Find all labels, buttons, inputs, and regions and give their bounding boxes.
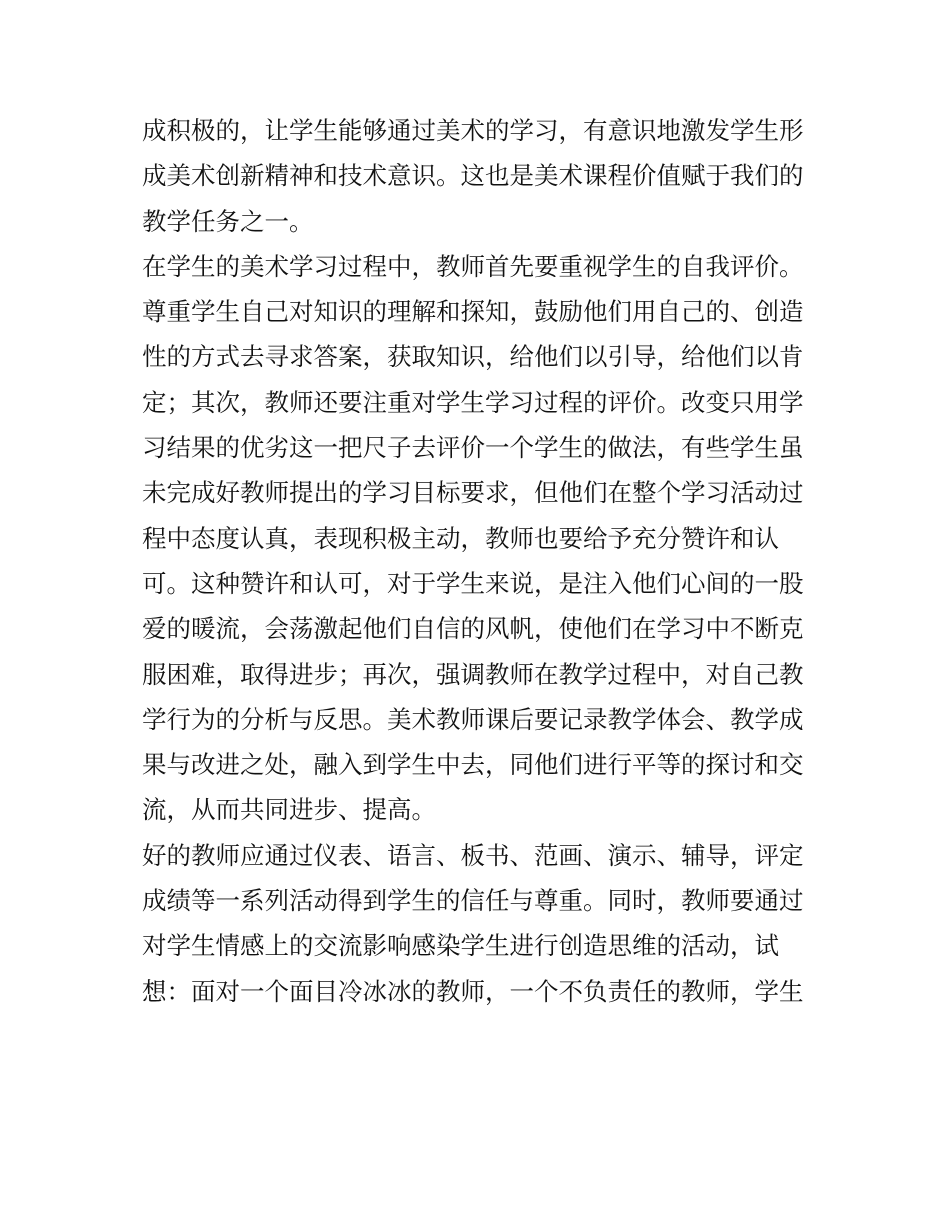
text-line: 服困难，取得进步；再次，强调教师在教学过程中，对自己教 <box>142 659 804 689</box>
text-line: 定；其次，教师还要注重对学生学习过程的评价。改变只用学 <box>142 387 804 417</box>
text-line: 爱的暖流，会荡激起他们自信的风帆，使他们在学习中不断克 <box>142 614 804 644</box>
text-line: 性的方式去寻求答案，获取知识，给他们以引导，给他们以肯 <box>142 342 804 372</box>
text-line: 可。这种赞许和认可，对于学生来说，是注入他们心间的一股 <box>142 568 804 598</box>
text-line: 成积极的，让学生能够通过美术的学习，有意识地激发学生形 <box>142 116 804 145</box>
text-line: 想：面对一个面目冷冰冰的教师，一个不负责任的教师，学生 <box>142 976 804 1006</box>
text-line: 未完成好教师提出的学习目标要求，但他们在整个学习活动过 <box>142 478 804 508</box>
text-line: 流，从而共同进步、提高。 <box>142 795 436 825</box>
text-line: 果与改进之处，融入到学生中去，同他们进行平等的探讨和交 <box>142 750 804 780</box>
text-line: 在学生的美术学习过程中，教师首先要重视学生的自我评价。 <box>142 251 804 281</box>
text-line: 学行为的分析与反思。美术教师课后要记录教学体会、教学成 <box>142 704 804 734</box>
text-line: 好的教师应通过仪表、语言、板书、范画、演示、辅导，评定 <box>142 840 804 870</box>
text-line: 成美术创新精神和技术意识。这也是美术课程价值赋于我们的 <box>142 161 804 191</box>
text-line: 尊重学生自己对知识的理解和探知，鼓励他们用自己的、创造 <box>142 297 804 327</box>
text-line: 习结果的优劣这一把尺子去评价一个学生的做法，有些学生虽 <box>142 433 804 463</box>
text-line: 对学生情感上的交流影响感染学生进行创造思维的活动，试 <box>142 931 779 961</box>
text-line: 教学任务之一。 <box>142 206 314 236</box>
text-line: 成绩等一系列活动得到学生的信任与尊重。同时，教师要通过 <box>142 886 804 916</box>
text-line: 程中态度认真，表现积极主动，教师也要给予充分赞许和认 <box>142 523 779 553</box>
body-text <box>142 108 822 1014</box>
